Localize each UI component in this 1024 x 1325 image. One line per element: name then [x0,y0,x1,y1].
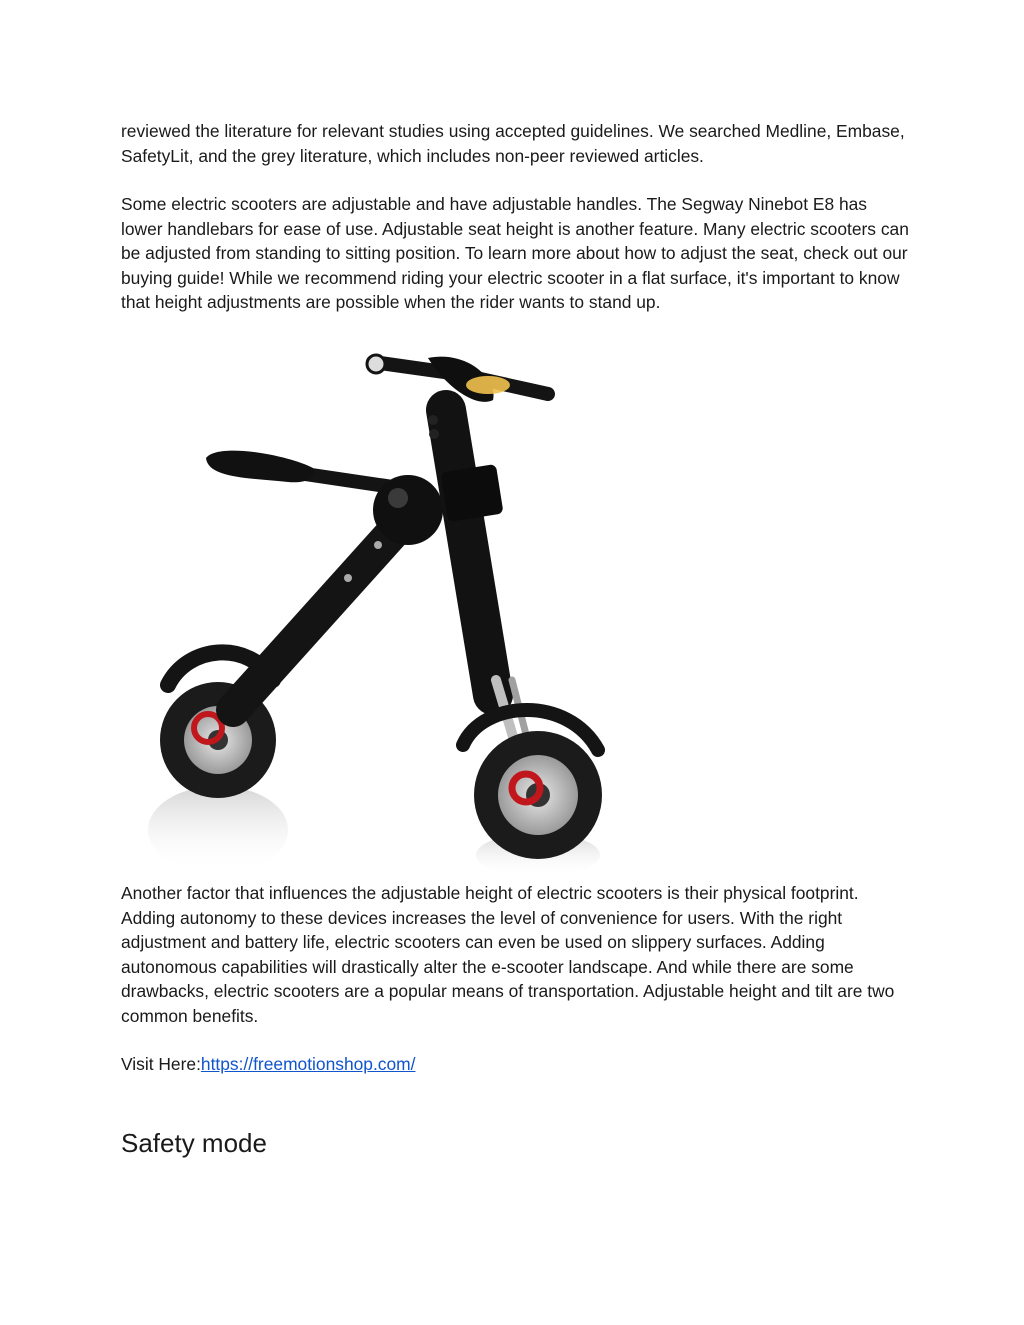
paragraph-physical-footprint: Another factor that influences the adjustable height of electric scooters is their physical footprint. Adding autonomy to these devices increases the level of convenience for users. With the right adjustment and battery life, electric scooters can even be used on slippery surfaces. Adding autonomous capabilities will drastically alter the e-scooter landscape. And while there are some drawbacks, electric scooters are a popular means of transportation. Adjustable height and tilt are two common benefits. [121,883,895,1026]
paragraph-literature-review: reviewed the literature for relevant studies using accepted guidelines. We searched Medline, Embase, SafetyLit, and the grey literature, which includes non-peer reviewed articles. [121,121,905,166]
folding-electric-scooter-icon [128,350,628,876]
visit-line [121,1052,911,1077]
freemotionshop-link[interactable]: https://freemotionshop.com/ [200,1054,416,1074]
rear-frame-arm [233,510,413,710]
headlight [466,376,510,394]
rear-wheel-reflection [148,786,288,874]
scooter-image [128,350,628,876]
paragraph-adjustable-scooters: Some electric scooters are adjustable and have adjustable handles. The Segway Ninebot E8 has lower handlebars for ease of use. Adjustable seat height is another feature. Many electric scooters can be adjusted from standing to sitting position. To learn more about how to adjust the seat, check out our buying guide! While we recommend riding your electric scooter in a flat surface, it's important to know that height adjustments are possible when the rider wants to stand up. [121,194,909,313]
folding-hinge [373,475,443,545]
steering-column [446,410,493,695]
visit-label: Visit Here: [121,1054,201,1074]
scooter-seat [206,451,314,483]
section-heading: Safety mode [121,1128,267,1158]
